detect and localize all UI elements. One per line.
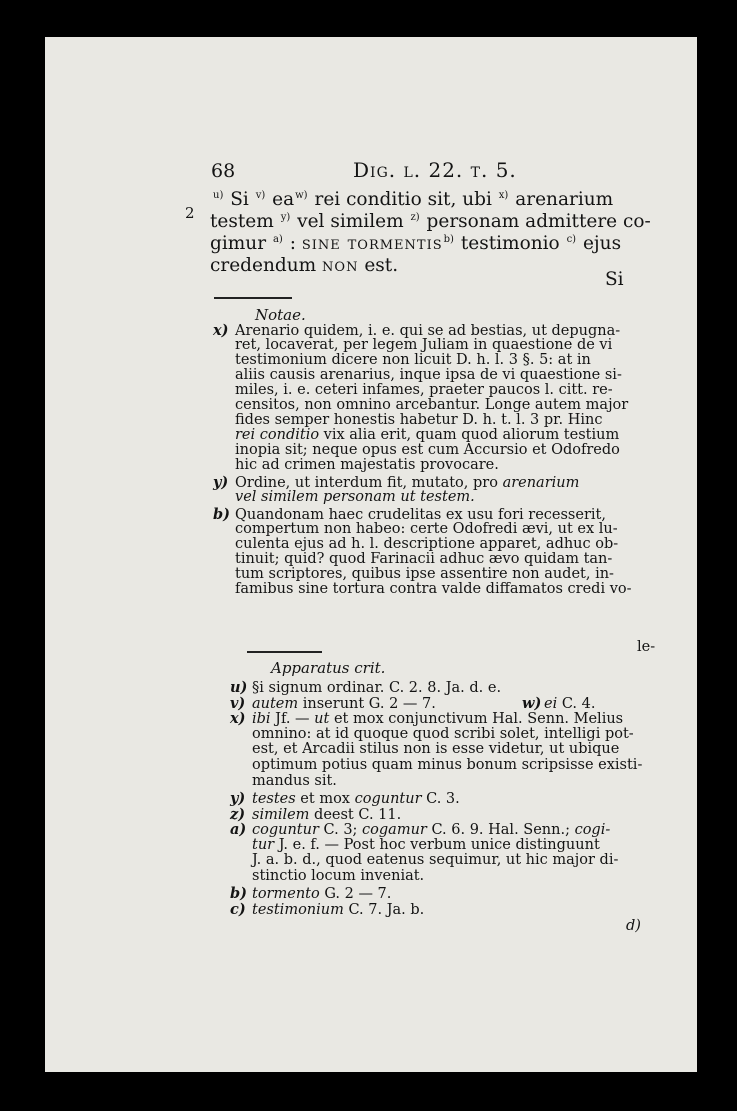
note-line: Ordine, ut interdum fit, mutato, pro [235,475,503,491]
footnote-mark: w) [295,190,308,201]
note-label: y) [230,790,246,807]
note-line-italic: autem [252,695,299,712]
note-line: §i signum ordinar. C. 2. 8. Ja. d. e. [252,680,502,696]
note-line-italic: arenarium [502,475,580,491]
page-number: 68 [211,160,236,182]
apparatus-u [230,680,501,697]
text: arenarium [509,189,614,210]
footnote-mark: u) [213,190,224,201]
note-line-italic: rei conditio [235,427,320,443]
note-line: C. 6. 9. Hal. Senn.; [426,822,575,839]
footnote-mark: z) [410,212,420,223]
note-label: c) [230,900,246,918]
note-line-italic: testimonium [252,901,344,918]
catchword-notae: le- [637,639,656,655]
note-line: est, et Arcadii stilus non is esse videtur, ut ubique [252,741,620,758]
note-line-italic: similem [252,806,310,823]
text: sine tormentis [301,233,443,254]
note-line: omnino: at id quoque quod scribi solet, intelligi pot- [252,725,634,742]
note-line: miles, i. e. ceteri infames, praeter paucos l. citt. re- [235,382,613,398]
note-line: C. 7. Ja. b. [343,901,425,918]
notae-heading: Notae. [255,306,306,324]
note-line: culenta ejus ad h. l. descriptione apparet, adhuc ob- [235,536,619,552]
note-line: hic ad crimen majestatis provocare. [235,457,499,473]
note-line-italic: testes [252,791,296,807]
note-line: vix alia erit, quam quod aliorum testium [319,427,620,443]
running-title: Dig. l. 22. t. 5. [353,158,517,182]
note-line-italic: cogamur [362,822,427,839]
note-line: Jf. — [270,711,315,728]
note-label: a) [230,821,247,839]
text: credendum [210,255,323,276]
footnote-mark: c) [566,234,577,245]
text: gimur [210,233,272,254]
note-line: Arenario quidem, i. e. qui se ad bestias, ut depugna- [235,323,621,339]
note-line: testimonium dicere non licuit D. h. l. 3 §. 5: at in [235,352,591,368]
apparatus-heading: Apparatus crit. [271,659,386,677]
note-line: et mox [295,791,355,807]
text: : [283,233,302,254]
note-label: b) [230,885,247,902]
text: est. [358,255,399,276]
note-line: C. 3; [318,822,363,839]
text: ea [266,189,295,210]
note-line: C. 3. [421,791,460,807]
text: personam admittere co- [420,211,651,232]
apparatus-y [230,791,460,808]
text: testem [210,211,280,232]
note-line-italic: ei [544,695,558,712]
apparatus-b [230,886,391,903]
note-line: famibus sine tortura contra valde diffamatos credi vo- [235,581,632,597]
note-line: inserunt G. 2 — 7. [298,695,436,712]
catchword-apparatus: d) [626,918,641,934]
text: ejus [577,233,622,254]
footnote-mark: x) [498,190,509,201]
footnote-mark: b) [443,234,454,245]
note-line: Quandonam haec crudelitas ex usu fori recesserit, [235,507,606,523]
note-label: z) [230,805,246,823]
footnote-mark: y) [280,212,291,223]
note-line: mandus sit. [252,772,337,789]
note-line: ret, locaverat, per legem Juliam in quaestione de vi [235,337,613,353]
text: testimonio [454,233,566,254]
note-label: v) [230,694,246,712]
note-line: G. 2 — 7. [319,886,392,902]
note-line: tinuit; quid? quod Farinacii adhuc ævo quidam tan- [235,551,613,567]
footnote-mark: a) [272,234,283,245]
note-line: stinctio locum inveniat. [252,868,425,884]
apparatus-c [230,902,424,919]
margin-mark: 2 [185,204,195,222]
note-label: b) [213,506,230,523]
apparatus-v [230,696,436,713]
book-page [45,37,697,1072]
note-line: tum scriptores, quibus ipse assentire non audet, in- [235,566,614,582]
note-line-italic: coguntur [354,791,422,807]
text: non [322,255,359,276]
text: rei conditio sit, ubi [308,189,498,210]
note-line: J. a. b. d., quod eatenus sequimur, ut hic major di- [252,852,619,869]
note-label: x) [213,322,229,339]
note-line: censitos, non omnino arcebantur. Longe autem major [235,397,629,413]
divider [214,297,292,299]
note-label: x) [230,710,246,728]
text: Si [224,189,255,210]
note-line-italic: coguntur [252,822,319,839]
note-line-italic: ibi [252,711,271,728]
apparatus-z [230,807,401,824]
note-line-italic: ut [314,711,330,728]
apparatus-w [522,696,595,713]
catchword-main: Si [605,269,624,290]
note-line: optimum potius quam minus bonum scripsisse existi- [252,757,643,773]
note-line: fides semper honestis habetur D. h. t. l. 3 pr. Hinc [235,412,603,428]
note-line: compertum non habeo: certe Odofredi ævi, ut ex lu- [235,521,618,537]
note-line-italic: cogi- [574,822,611,839]
note-line: et mox conjunctivum Hal. Senn. Melius [329,711,624,728]
note-line: J. e. f. — Post hoc verbum unice distinguunt [274,836,600,853]
note-label: u) [230,679,248,696]
note-line-italic: tormento [252,886,320,902]
divider [247,651,322,653]
note-line: aliis causis arenarius, inque ipsa de vi quaestione si- [235,367,622,383]
main-line-4 [210,255,398,277]
note-line: C. 4. [557,695,596,712]
note-line: inopia sit; neque opus est cum Accursio et Odofredo [235,442,620,458]
note-label: w) [522,694,542,712]
text: vel similem [291,211,410,232]
note-line: deest C. 11. [309,806,402,823]
footnote-mark: v) [255,190,266,201]
note-line-italic: tur [252,836,275,853]
note-line-italic: vel similem personam ut testem. [235,489,475,505]
note-label: y) [213,474,229,491]
